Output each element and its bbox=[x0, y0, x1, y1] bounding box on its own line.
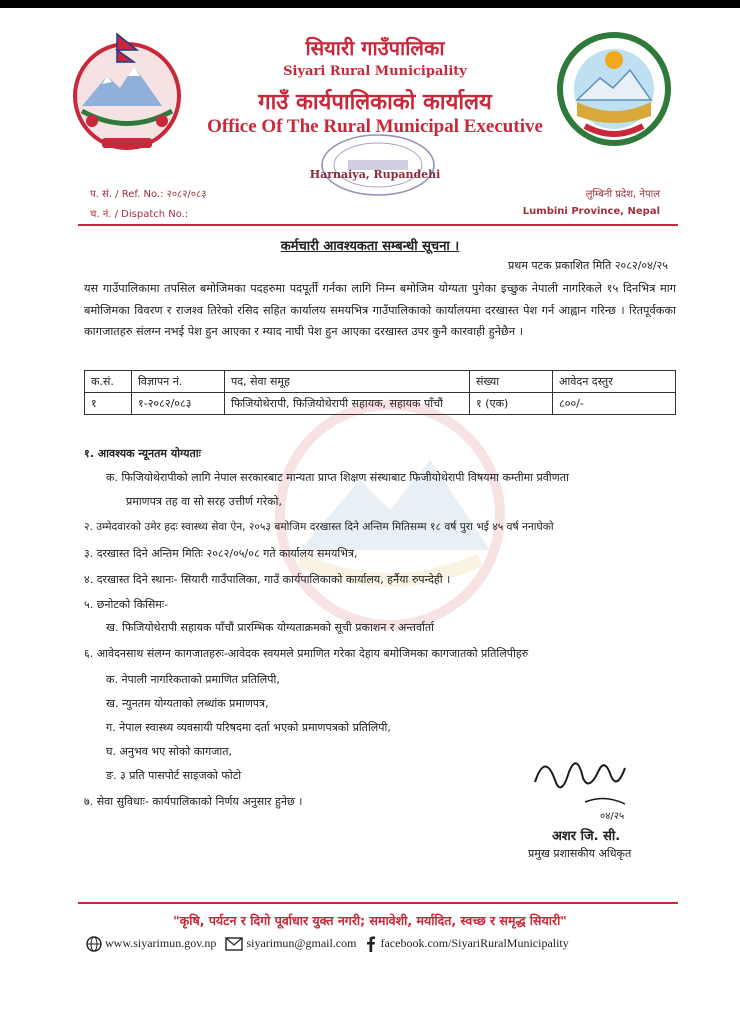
nepal-emblem-icon bbox=[62, 26, 192, 156]
globe-icon bbox=[86, 936, 102, 952]
cell-count: १ (एक) bbox=[470, 393, 553, 415]
notice-body: यस गाउँपालिकामा तपसिल बमोजिमका पदहरुमा पदपूर्ती गर्नका लागि निम्न बमोजिम योग्यता पुगेका इच्छुक नेपाली नागरिकले १५ दिनभित्र माग बमोजिमका विवरण र राजश्व तिरेको रसिद सहित कार्यालय समयभित्र गाउँपालिकाको कार्यालयमा दरखास्त पेश गर्न आह्वान गरिन्छ । रितपूर्वकका कागजातहरु संलग्न नभई पेश हुन आएका र म्याद नाघी पेश हुन आएका दरखास्त उपर कुनै कारवाही हुनेछैन । bbox=[84, 282, 676, 338]
req-1: १. आवश्यक न्यूनतम योग्यताः bbox=[84, 447, 201, 460]
req-2: २. उम्मेदवारको उमेर हदः स्वास्थ्य सेवा ऐन, २०५३ बमोजिम दरखास्त दिने अन्तिम मितिसम्म १८ वर्ष पुरा भई ४५ वर्ष ननाघेको bbox=[84, 521, 554, 533]
org-name-np: सियारी गाउँपालिका bbox=[305, 36, 445, 60]
col-fee: आवेदन दस्तुर bbox=[553, 371, 676, 393]
office-name-np: गाउँ कार्यपालिकाको कार्यालय bbox=[258, 89, 492, 115]
col-count: संख्या bbox=[470, 371, 553, 393]
website-link[interactable]: www.siyarimun.gov.np bbox=[105, 936, 217, 950]
top-border bbox=[0, 0, 740, 8]
email-link[interactable]: siyarimun@gmail.com bbox=[246, 936, 357, 950]
published-date: प्रथम पटक प्रकाशित मिति २०८२/०४/२५ bbox=[508, 259, 668, 272]
org-name-en: Siyari Rural Municipality bbox=[283, 64, 467, 79]
cell-post: फिजियोथेरापी, फिजियोथेरापी सहायक, सहायक पाँचौं bbox=[225, 393, 470, 415]
req-6b: ख. न्युनतम योग्यताको लब्धांक प्रमाणपत्र, bbox=[106, 697, 269, 710]
req-7: ७. सेवा सुविधाः- कार्यपालिकाको निर्णय अनुसार हुनेछ । bbox=[84, 795, 303, 808]
header-divider bbox=[78, 224, 678, 226]
col-post: पद, सेवा समूह bbox=[225, 371, 470, 393]
ref-number: प. सं. / Ref. No.: २०८२/०८३ bbox=[90, 189, 207, 200]
col-advert-no: विज्ञापन नं. bbox=[132, 371, 225, 393]
cell-serial: १ bbox=[85, 393, 132, 415]
req-3: ३. दरखास्त दिने अन्तिम मितिः २०८२/०५/०८ गते कार्यालय समयभित्र, bbox=[84, 547, 358, 560]
facebook-icon bbox=[365, 936, 377, 952]
watermark-logo-icon bbox=[210, 400, 570, 630]
req-4: ४. दरखास्त दिने स्थानः- सियारी गाउँपालिका, गाउँ कार्यपालिकाको कार्यालय, हर्नैया रुपन्देही । bbox=[84, 573, 451, 586]
office-address: Harnaiya, Rupandehi bbox=[309, 168, 441, 181]
req-6c: ग. नेपाल स्वास्थ्य व्यवसायी परिषदमा दर्ता भएको प्रमाणपत्रको प्रतिलिपी, bbox=[106, 721, 391, 734]
col-serial: क.सं. bbox=[85, 371, 132, 393]
table-header-row bbox=[85, 371, 676, 393]
cell-fee: ८००/- bbox=[553, 393, 676, 415]
req-5a: ख. फिजियोथेरापी सहायक पाँचौं प्रारम्भिक योग्यताक्रमको सूची प्रकाशन र अन्तर्वार्ता bbox=[106, 621, 435, 634]
municipality-logo-icon bbox=[555, 30, 673, 148]
dispatch-number: च. नं. / Dispatch No.: bbox=[90, 209, 189, 220]
province-np: लुम्बिनी प्रदेश, नेपाल bbox=[585, 189, 660, 200]
signatory-title: प्रमुख प्रशासकीय अधिकृत bbox=[528, 847, 632, 860]
province-en: Lumbini Province, Nepal bbox=[522, 206, 660, 217]
req-1a: क. फिजियोथेरापीको लागि नेपाल सरकारबाट मान्यता प्राप्त शिक्षण संस्थाबाट फिजीयोथेरापी विषयमा कम्तीमा प्रवीणता bbox=[106, 471, 569, 484]
office-name-en: Office Of The Rural Municipal Executive bbox=[207, 116, 543, 137]
req-1a-cont: प्रमाणपत्र तह वा सो सरह उत्तीर्ण गरेको, bbox=[126, 495, 282, 508]
req-6a: क. नेपाली नागरिकताको प्रमाणित प्रतिलिपी, bbox=[106, 673, 280, 686]
signature-icon bbox=[525, 742, 645, 822]
req-6e: ङ. ३ प्रति पासपोर्ट साइजको फोटो bbox=[106, 769, 242, 782]
signature-date: ०४/२५ bbox=[600, 811, 625, 822]
footer-divider bbox=[78, 902, 678, 904]
req-6: ६. आवेदनसाथ संलग्न कागजातहरुः-आवेदक स्वयमले प्रमाणित गरेका देहाय बमोजिमका कागजातको प्रतिलिपीहरु bbox=[84, 647, 529, 660]
req-5: ५. छनोटको किसिमः- bbox=[84, 598, 169, 611]
notice-title: कर्मचारी आवश्यकता सम्बन्धी सूचना । bbox=[280, 239, 460, 254]
req-6d: घ. अनुभव भए सोको कागजात, bbox=[106, 745, 233, 758]
facebook-link[interactable]: facebook.com/SiyariRuralMunicipality bbox=[380, 936, 569, 950]
signatory-name: अशर जि. सी. bbox=[552, 829, 621, 844]
office-stamp-icon bbox=[318, 132, 438, 198]
mail-icon bbox=[225, 937, 243, 951]
contact-bar bbox=[86, 936, 569, 952]
footer-tagline: "कृषि, पर्यटन र दिगो पूर्वाधार युक्त नगरी; समावेशी, मर्यादित, स्वच्छ र समृद्ध सियारी" bbox=[173, 913, 567, 928]
cell-advert-no: १-२०८२/०८३ bbox=[132, 393, 225, 415]
